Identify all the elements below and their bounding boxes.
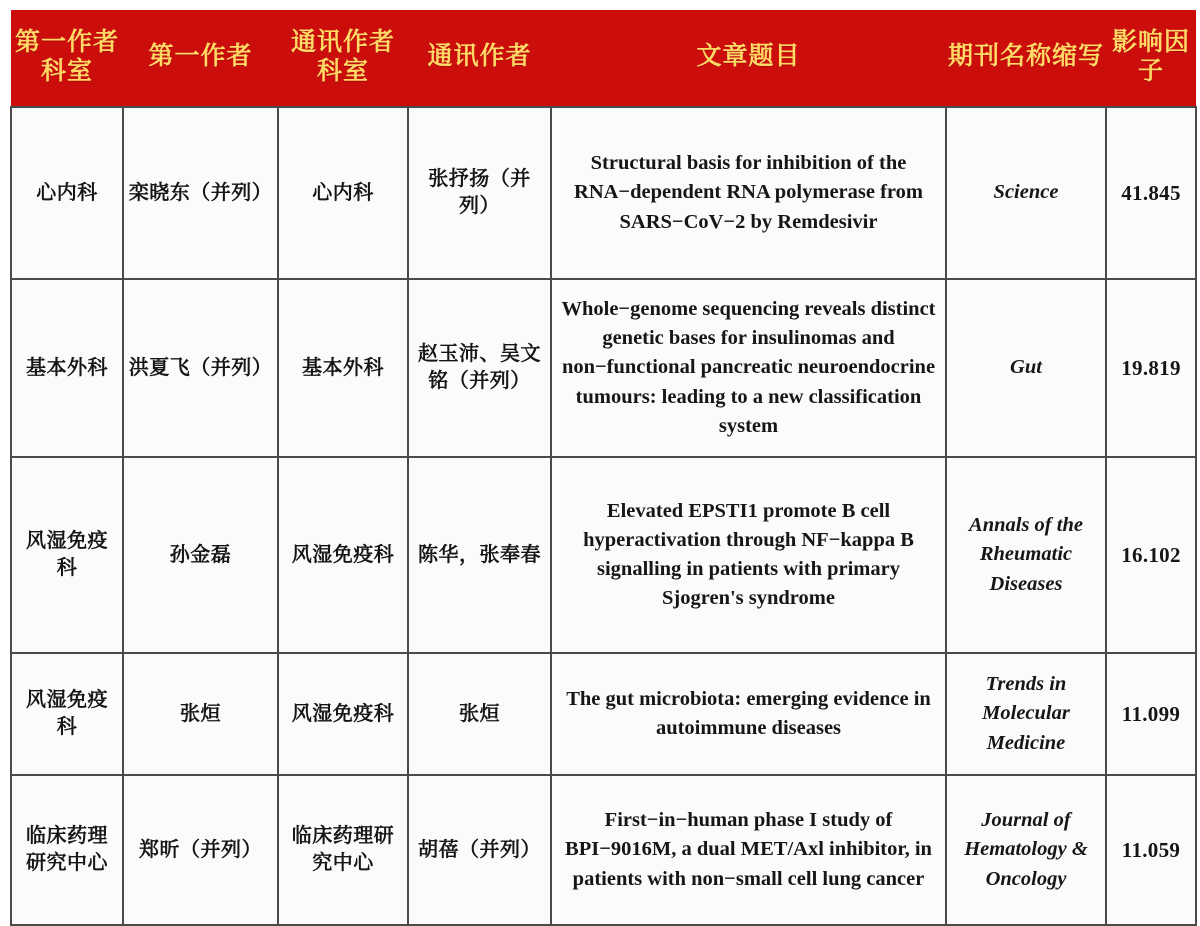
publications-table — [10, 10, 1197, 926]
cell-corresponding-dept: 心内科 — [278, 107, 408, 279]
cell-first-author-dept: 临床药理研究中心 — [11, 775, 123, 925]
table-body — [11, 107, 1196, 925]
cell-journal-abbreviation: Gut — [946, 279, 1106, 457]
cell-article-title: The gut microbiota: emerging evidence in autoimmune diseases — [551, 653, 946, 775]
cell-journal-abbreviation: Trends in Molecular Medicine — [946, 653, 1106, 775]
column-header-impact-factor: 影响因子 — [1106, 10, 1196, 107]
table-row — [11, 457, 1196, 653]
cell-corresponding-dept: 基本外科 — [278, 279, 408, 457]
column-header-first-author: 第一作者 — [123, 10, 278, 107]
table-row — [11, 775, 1196, 925]
cell-impact-factor: 41.845 — [1106, 107, 1196, 279]
cell-first-author-dept: 风湿免疫科 — [11, 653, 123, 775]
cell-journal-abbreviation: Journal of Hematology & Oncology — [946, 775, 1106, 925]
cell-corresponding-author: 胡蓓（并列） — [408, 775, 551, 925]
column-header-corresponding-author: 通讯作者 — [408, 10, 551, 107]
column-header-article-title: 文章题目 — [551, 10, 946, 107]
table-row — [11, 107, 1196, 279]
cell-corresponding-author: 张抒扬（并列） — [408, 107, 551, 279]
table-header — [11, 10, 1196, 107]
column-header-corresponding-dept: 通讯作者科室 — [278, 10, 408, 107]
cell-first-author-dept: 基本外科 — [11, 279, 123, 457]
cell-first-author: 孙金磊 — [123, 457, 278, 653]
cell-article-title: Elevated EPSTI1 promote B cell hyperactivation through NF−kappa B signalling in patients with primary Sjogren's syndrome — [551, 457, 946, 653]
cell-journal-abbreviation: Science — [946, 107, 1106, 279]
column-header-first-author-dept: 第一作者科室 — [11, 10, 123, 107]
cell-corresponding-author: 陈华，张奉春 — [408, 457, 551, 653]
cell-impact-factor: 19.819 — [1106, 279, 1196, 457]
cell-corresponding-author: 赵玉沛、吴文铭（并列） — [408, 279, 551, 457]
cell-article-title: First−in−human phase I study of BPI−9016M, a dual MET/Axl inhibitor, in patients with non−small cell lung cancer — [551, 775, 946, 925]
table-row — [11, 653, 1196, 775]
cell-impact-factor: 16.102 — [1106, 457, 1196, 653]
table-header-row — [11, 10, 1196, 107]
cell-corresponding-dept: 风湿免疫科 — [278, 457, 408, 653]
cell-corresponding-dept: 风湿免疫科 — [278, 653, 408, 775]
cell-first-author-dept: 风湿免疫科 — [11, 457, 123, 653]
cell-impact-factor: 11.059 — [1106, 775, 1196, 925]
table-row — [11, 279, 1196, 457]
cell-impact-factor: 11.099 — [1106, 653, 1196, 775]
cell-first-author-dept: 心内科 — [11, 107, 123, 279]
cell-article-title: Structural basis for inhibition of the RNA−dependent RNA polymerase from SARS−CoV−2 by Remdesivir — [551, 107, 946, 279]
cell-first-author: 郑昕（并列） — [123, 775, 278, 925]
cell-first-author: 洪夏飞（并列） — [123, 279, 278, 457]
cell-corresponding-author: 张烜 — [408, 653, 551, 775]
column-header-journal-abbreviation: 期刊名称缩写 — [946, 10, 1106, 107]
cell-first-author: 栾晓东（并列） — [123, 107, 278, 279]
cell-first-author: 张烜 — [123, 653, 278, 775]
cell-journal-abbreviation: Annals of the Rheumatic Diseases — [946, 457, 1106, 653]
cell-article-title: Whole−genome sequencing reveals distinct genetic bases for insulinomas and non−functional pancreatic neuroendocrine tumours: leading to a new classification system — [551, 279, 946, 457]
cell-corresponding-dept: 临床药理研究中心 — [278, 775, 408, 925]
